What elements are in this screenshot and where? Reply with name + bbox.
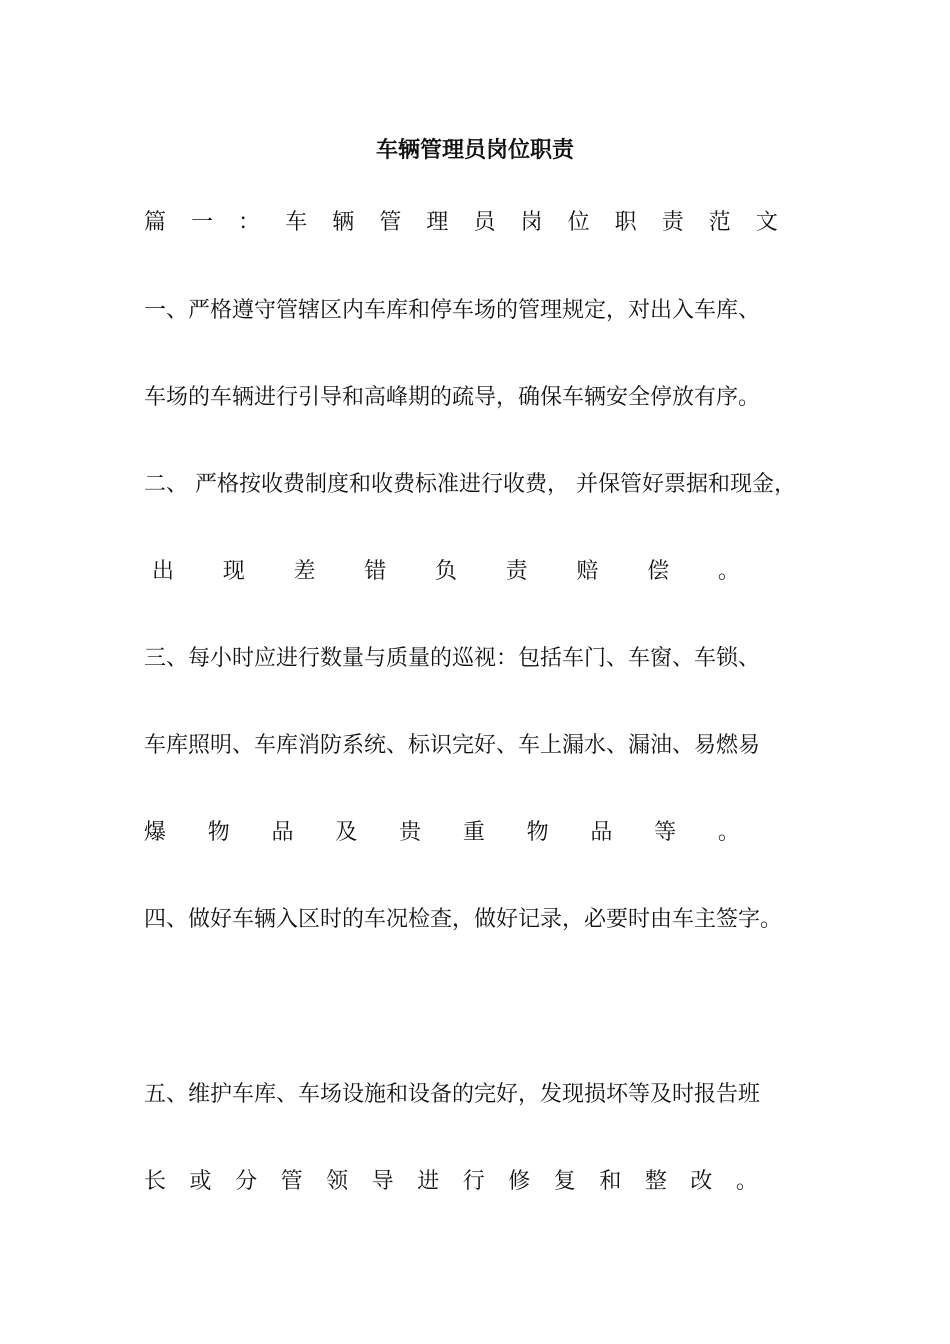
- line-char: 。: [735, 1169, 758, 1194]
- line-char: 出: [152, 559, 175, 584]
- line-char: 修: [508, 1169, 531, 1194]
- line-char: 品: [271, 820, 294, 845]
- line-char: 长: [144, 1169, 167, 1194]
- line-char: 及: [335, 820, 358, 845]
- line-char: 或: [189, 1169, 212, 1194]
- heading-char: 岗: [520, 210, 543, 235]
- heading-char: 篇: [144, 210, 167, 235]
- line-char: 整: [644, 1169, 667, 1194]
- paragraph-line-8: 四、做好车辆入区时的车况检查，做好记录，必要时由车主签字。: [144, 907, 783, 932]
- paragraph-line-3: 二、 严格按收费制度和收费标准进行收费， 并保管好票据和现金，: [144, 472, 796, 497]
- heading-char: ：: [238, 210, 261, 235]
- section-heading: [144, 208, 778, 238]
- line-char: 负: [434, 559, 457, 584]
- line-char: 现: [222, 559, 245, 584]
- line-char: 进: [417, 1169, 440, 1194]
- heading-char: 管: [379, 210, 402, 235]
- heading-char: 责: [661, 210, 684, 235]
- heading-char: 辆: [332, 210, 355, 235]
- line-char: 爆: [144, 820, 167, 845]
- line-char: 复: [553, 1169, 576, 1194]
- line-char: 分: [235, 1169, 258, 1194]
- line-char: 领: [326, 1169, 349, 1194]
- heading-char: 文: [755, 210, 778, 235]
- document-title: 车辆管理员岗位职责: [375, 138, 574, 163]
- line-char: 等: [654, 820, 677, 845]
- line-char: 改: [690, 1169, 713, 1194]
- paragraph-line-7: [144, 818, 740, 848]
- line-char: 物: [207, 820, 230, 845]
- heading-char: 职: [614, 210, 637, 235]
- line-char: 偿: [647, 559, 670, 584]
- line-char: 贵: [399, 820, 422, 845]
- line-char: 和: [599, 1169, 622, 1194]
- line-char: 差: [293, 559, 316, 584]
- paragraph-line-9: 五、维护车库、车场设施和设备的完好，发现损坏等及时报告班: [144, 1082, 761, 1107]
- line-char: 管: [280, 1169, 303, 1194]
- line-char: 责: [505, 559, 528, 584]
- heading-char: 理: [426, 210, 449, 235]
- heading-char: 员: [473, 210, 496, 235]
- paragraph-line-1: 一、严格遵守管辖区内车库和停车场的管理规定，对出入车库、: [144, 298, 761, 323]
- heading-char: 位: [567, 210, 590, 235]
- line-char: 。: [717, 559, 740, 584]
- paragraph-line-5: 三、每小时应进行数量与质量的巡视：包括车门、车窗、车锁、: [144, 646, 761, 671]
- line-char: 物: [526, 820, 549, 845]
- line-char: 。: [717, 820, 740, 845]
- line-char: 错: [364, 559, 387, 584]
- line-char: 赔: [576, 559, 599, 584]
- heading-char: 范: [708, 210, 731, 235]
- line-char: 品: [590, 820, 613, 845]
- line-char: 导: [371, 1169, 394, 1194]
- line-char: 行: [462, 1169, 485, 1194]
- line-char: 重: [462, 820, 485, 845]
- paragraph-line-6: 车库照明、车库消防系统、标识完好、车上漏水、漏油、易燃易: [144, 733, 761, 758]
- heading-char: 车: [285, 210, 308, 235]
- paragraph-line-4: [152, 557, 740, 587]
- paragraph-line-10: [144, 1167, 758, 1197]
- paragraph-line-2: 车场的车辆进行引导和高峰期的疏导，确保车辆安全停放有序。: [144, 385, 761, 410]
- heading-char: 一: [191, 210, 214, 235]
